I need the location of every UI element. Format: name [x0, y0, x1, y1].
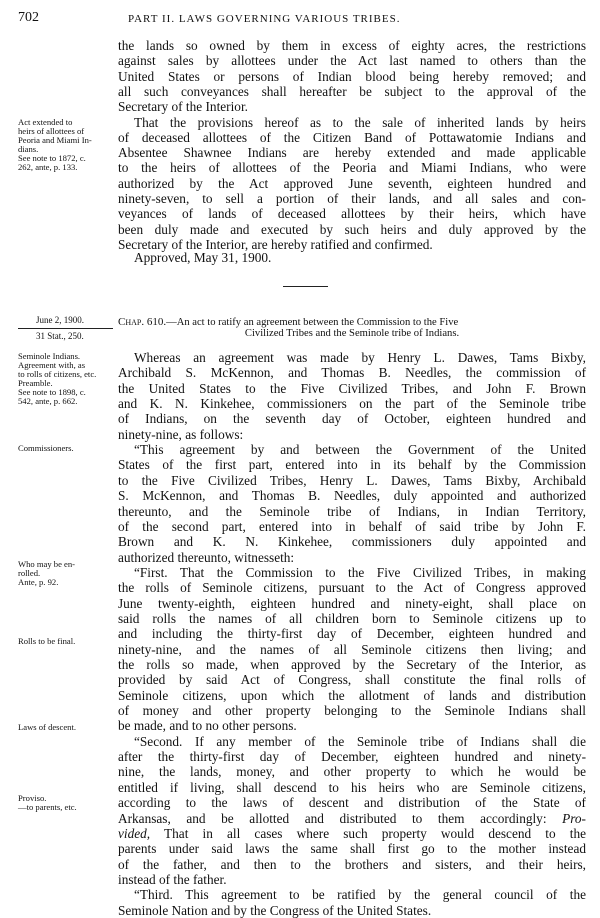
text-line: authorized thereunto, witnesseth:: [118, 549, 295, 565]
italic-word: Pro-: [562, 810, 586, 826]
text-line: of Indians, on the seventh day of October, eighteen hundred and: [118, 411, 586, 427]
text-line: parents under said laws the same shall first go to the mother instead: [118, 841, 586, 857]
text-line: ninety-seven, to sell a portion of their lands, and all sales and con-: [118, 191, 586, 206]
text-line: of the second part, entered into in behalf of said tribe by John F.: [118, 518, 586, 534]
text-line: provided by said Act of Congress, shall constitute the final rolls of: [118, 672, 586, 688]
margin-note-commissioners: [18, 444, 118, 453]
text-line: to the Five Civilized Tribes, Henry L. Dawes, Tams Bixby, Archibald: [118, 472, 586, 488]
margin-note-line: —to parents, etc.: [18, 802, 77, 812]
text-line: S. McKennon, and Thomas B. Needles, duly appointed and authorized: [118, 488, 586, 504]
text-line: Arkansas, and be allotted and distributed to them accordingly: Pro-: [118, 810, 586, 826]
margin-note-line: 542, ante, p. 662.: [18, 396, 78, 406]
text-line: to the heirs of allottees of the Peoria and Miami Indians, who were: [118, 160, 586, 176]
text-line: authorized by the Act approved June seventh, eighteen hundred and: [118, 175, 586, 191]
margin-note-line: Act extended to: [18, 117, 73, 127]
text-line: been duly made and executed by such heirs and duly approved by the: [118, 221, 586, 237]
margin-note-line: Agreement with, as: [18, 360, 86, 370]
margin-note-line: 262, ante, p. 133.: [18, 162, 78, 172]
margin-note-line: Who may be en-: [18, 559, 76, 569]
text-line: the lands so owned by them in excess of eighty acres, the restrictions: [118, 38, 586, 53]
text-line: of money and other property belonging to the Seminole Indians shall: [118, 703, 586, 719]
text-line: of deceased allottees of the Citizen Band of Pottawatomie Indians and: [118, 129, 586, 145]
page-number: 702: [18, 10, 39, 25]
text-line: Secretary of the Interior, are hereby ratified and confirmed.: [118, 236, 433, 252]
text-line: “First. That the Commission to the Five Civilized Tribes, in making: [134, 564, 586, 580]
text-line: after the thirty-first day of December, eighteen hundred and ninety-: [118, 749, 586, 765]
text-line: Secretary of the Interior.: [118, 99, 248, 115]
margin-note-laws-descent: [18, 723, 118, 732]
margin-note-rolls-final: [18, 637, 118, 646]
chapter-title-line2: Civilized Tribes and the Seminole tribe of Indians.: [244, 328, 460, 339]
text-line: veyances of lands of deceased allottees by their heirs, which have: [118, 206, 586, 222]
chapter-title-line1: —An act to ratify an agreement between the Commission to the Five: [166, 317, 459, 328]
text-line: and including the thirty-first day of December, eighteen hundred and: [118, 626, 586, 642]
margin-note-line: Rolls to be final.: [18, 636, 76, 646]
margin-note-line: Proviso.: [18, 793, 47, 803]
chapter-date: June 2, 1900.: [36, 315, 84, 325]
text-line: June twenty-eighth, eighteen hundred and ninety-eight, shall place on: [118, 595, 586, 611]
text-line: thereunto, and the Seminole tribe of Indians, in Indian Territory,: [118, 503, 586, 519]
text-line: That the provisions hereof as to the sale of inherited lands by heirs: [134, 114, 586, 130]
margin-note-line: heirs of allottees of: [18, 126, 85, 136]
chapter-label: Chap. 610.: [118, 316, 167, 328]
text-line: vided, That in all cases where such property would descend to the: [118, 825, 586, 841]
text-line: nine, the lands, money, and other property to which he would be: [118, 764, 586, 780]
text-line: be made, and to no other persons.: [118, 718, 297, 734]
text-line: said rolls the names of all children born to Seminole citizens up to: [118, 610, 586, 626]
margin-note-enrolled: [18, 560, 118, 587]
margin-note-line: Laws of descent.: [18, 722, 76, 732]
margin-note-line: rolled.: [18, 568, 41, 578]
text-line: Absentee Shawnee Indians are hereby extended and made applicable: [118, 145, 586, 161]
margin-note-line: Peoria and Miami In-: [18, 135, 92, 145]
text-line: the rolls of Seminole citizens, pursuant to the Act of Congress approved: [118, 580, 586, 596]
margin-note-seminole: [18, 352, 118, 406]
text-line: “This agreement by and between the Government of the United: [134, 442, 586, 458]
text-line: Seminole Nation and by the Congress of the United States.: [118, 902, 432, 918]
margin-note-line: Commissioners.: [18, 443, 74, 453]
text-line: “Second. If any member of the Seminole tribe of Indians shall die: [134, 733, 586, 749]
margin-note-line: Ante, p. 92.: [18, 577, 59, 587]
margin-note-line: See note to 1898, c.: [18, 387, 86, 397]
margin-note-line: Seminole Indians.: [18, 351, 81, 361]
text-line: Whereas an agreement was made by Henry L. Dawes, Tams Bixby,: [134, 350, 586, 365]
section-divider: [283, 286, 328, 287]
running-title: PART II. LAWS GOVERNING VARIOUS TRIBES.: [128, 13, 401, 25]
text-line: Archibald S. McKennon, and Thomas B. Needles, the commission of: [118, 365, 586, 381]
text-line: Seminole citizens, upon which the allotment of lands and distribution: [118, 687, 586, 703]
text-line: ninety-nine, and the names of all Seminole citizens then living; and: [118, 641, 586, 657]
chapter-stat: 31 Stat., 250.: [36, 331, 84, 341]
chapter-date-rule: [18, 328, 113, 329]
text-line: and K. N. Kinkehee, commissioners on the part of the Seminole tribe: [118, 396, 586, 412]
text-line: all such conveyances shall hereafter be subject to the approval of the: [118, 83, 586, 99]
approved-line: Approved, May 31, 1900.: [134, 250, 272, 265]
margin-note-peoria-miami: [18, 118, 118, 172]
text-line: instead of the father.: [118, 871, 227, 887]
margin-note-line: Preamble.: [18, 378, 53, 388]
text-line: United States or persons of Indian blood being hereby removed; and: [118, 68, 586, 84]
italic-word: vided,: [118, 825, 151, 841]
text-line: entitled if living, shall descend to his heirs who are Seminole citizens,: [118, 779, 586, 795]
text-line: of the father, and then to the brothers and sisters, and their heirs,: [118, 856, 586, 872]
text-line: “Third. This agreement to be ratified by the general council of the: [134, 887, 586, 903]
text-line: the rolls so made, when approved by the Secretary of the Interior, as: [118, 657, 586, 672]
margin-note-line: dians.: [18, 144, 39, 154]
text-line: States of the first part, entered into in its behalf by the Commission: [118, 457, 586, 473]
text-line: ninety-nine, as follows:: [118, 426, 244, 442]
margin-note-proviso: [18, 794, 118, 812]
margin-note-line: See note to 1872, c.: [18, 153, 86, 163]
text-line: Brown and K. N. Kinkehee, commissioners duly appointed and: [118, 534, 586, 550]
text-line: according to the laws of descent and distribution of the State of: [118, 795, 586, 811]
text-line: the United States to the Five Civilized Tribes, and John F. Brown: [118, 380, 586, 396]
margin-note-line: to rolls of citizens, etc.: [18, 369, 97, 379]
text-line: against sales by allottees under the Act last named to others than the: [118, 53, 586, 69]
